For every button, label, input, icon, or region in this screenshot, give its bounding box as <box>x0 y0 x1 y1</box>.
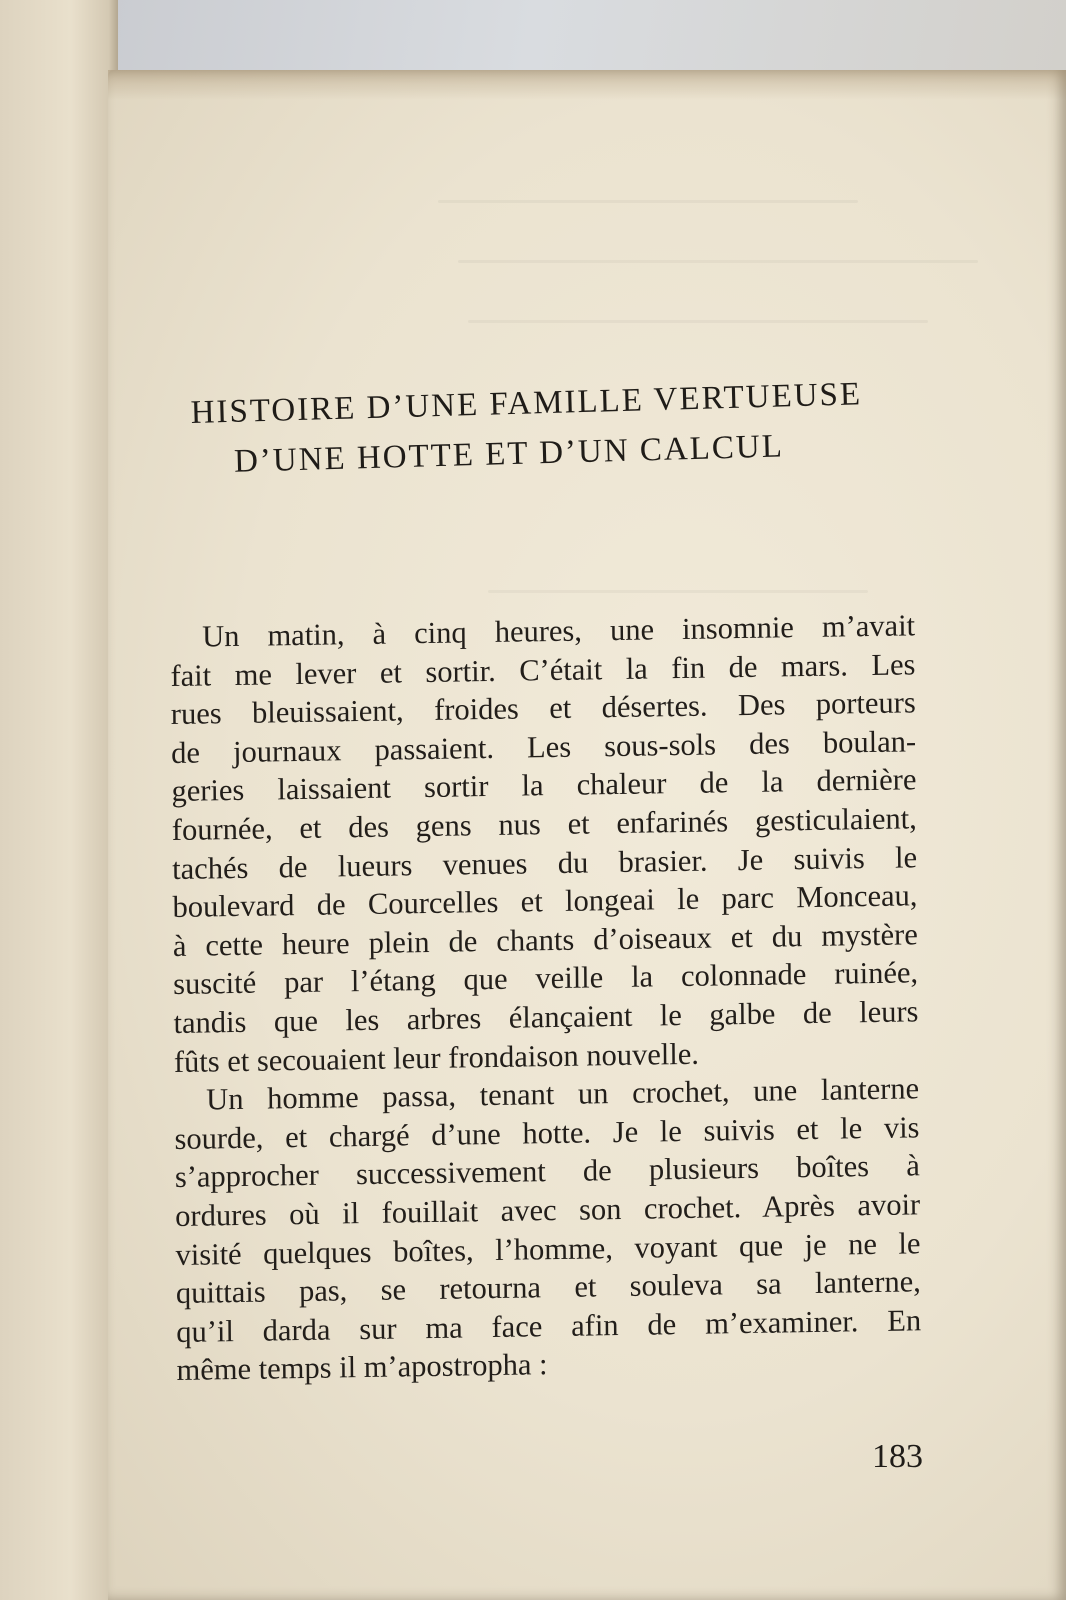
left-page-edge <box>0 0 118 1600</box>
text-line: à cette heure plein de chants d’oiseaux et du mystère <box>172 917 918 963</box>
text-line: rues bleuissaient, froides et désertes. Des porteurs <box>170 685 916 732</box>
text-line: fûts et secouaient leur frondaison nouvelle. <box>173 1036 700 1079</box>
text-line: visité quelques boîtes, l’homme, voyant que je ne le <box>175 1225 921 1272</box>
chapter-title-line-1: HISTOIRE D’UNE FAMILLE VERTUEUSE <box>190 376 863 431</box>
text-line: fait me lever et sortir. C’était la fin de mars. Les <box>170 646 916 693</box>
chapter-title-line-2: D’UNE HOTTE ET D’UN CALCUL <box>233 428 785 480</box>
show-through-mark <box>438 200 858 203</box>
text-line: fournée, et des gens nus et enfarinés gesticulaient, <box>171 801 917 847</box>
text-line: sourde, et chargé d’une hotte. Je le suivis et le vis <box>174 1110 920 1156</box>
text-line: suscité par l’étang que veille la colonnade ruinée, <box>173 955 919 1002</box>
text-line: Un homme passa, tenant un crochet, une lanterne <box>206 1071 920 1117</box>
text-line: s’approcher successivement de plusieurs boîtes à <box>174 1148 920 1195</box>
text-line: ordures où il fouillait avec son crochet. Après avoir <box>175 1187 921 1233</box>
text-line: tachés de lueurs venues du brasier. Je suivis le <box>172 839 918 886</box>
text-line: Un matin, à cinq heures, une insomnie m’avait <box>202 608 916 654</box>
text-line: quittais pas, se retourna et souleva sa lanterne, <box>175 1264 921 1311</box>
text-line: geries laissaient sortir la chaleur de la dernière <box>171 762 917 809</box>
text-line: boulevard de Courcelles et longeai le parc Monceau, <box>172 878 918 925</box>
show-through-mark <box>458 260 978 263</box>
text-line: même temps il m’apostropha : <box>176 1347 548 1388</box>
page-number: 183 <box>872 1438 923 1475</box>
body-text <box>170 606 922 1390</box>
text-line: qu’il darda sur ma face afin de m’examiner. En <box>176 1302 922 1349</box>
text-line: tandis que les arbres élançaient le galbe de leurs <box>173 994 919 1040</box>
text-line: de journaux passaient. Les sous-sols des boulan- <box>171 724 917 770</box>
show-through-mark <box>488 590 868 593</box>
show-through-mark <box>468 320 928 323</box>
chapter-title <box>190 368 913 488</box>
